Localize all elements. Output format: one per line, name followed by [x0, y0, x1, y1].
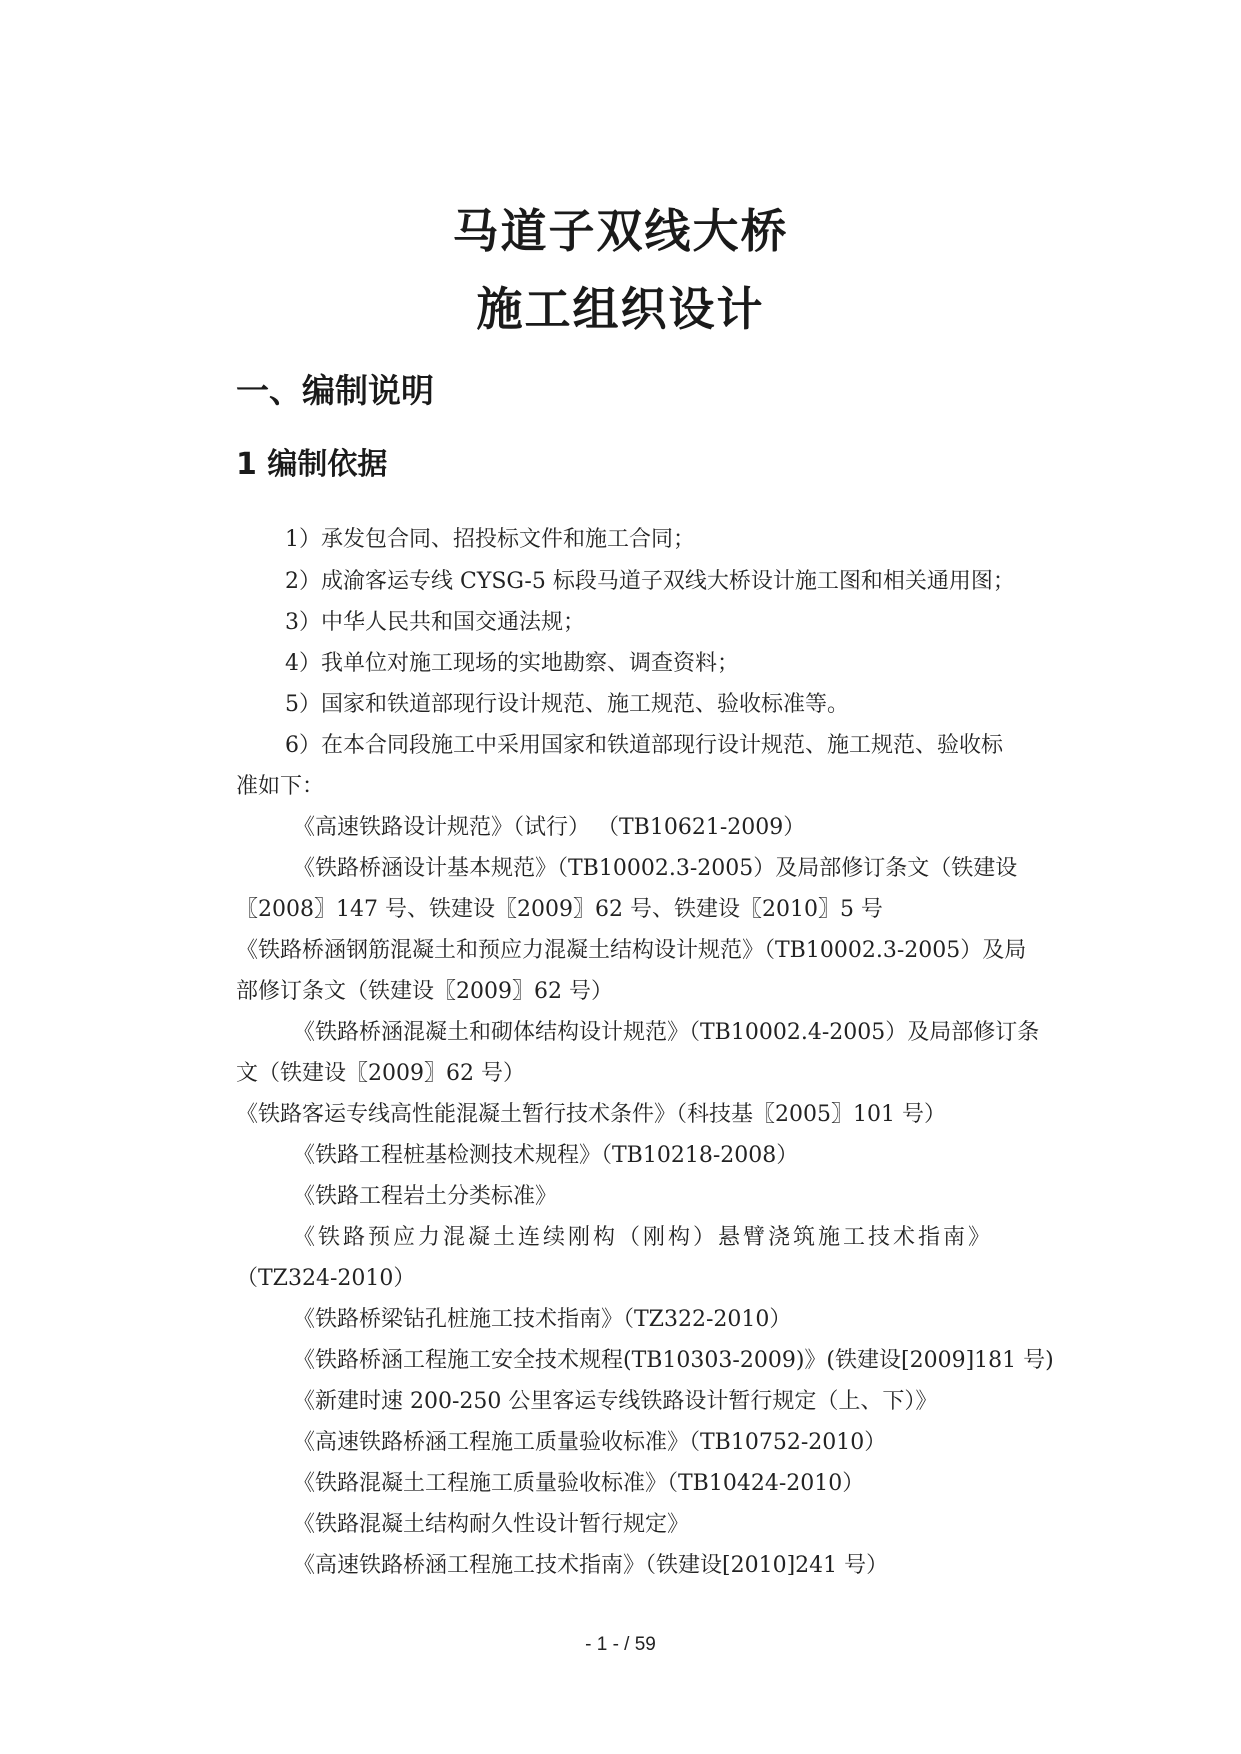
standard-item-continuation: （TZ324-2010）: [236, 1266, 416, 1291]
standard-item: 《高速铁路桥涵工程施工技术指南》（铁建设[2010]241 号）: [293, 1553, 889, 1578]
standard-item: 《高速铁路桥涵工程施工质量验收标准》（TB10752-2010）: [293, 1430, 887, 1455]
standard-item: 《铁路工程桩基检测技术规程》（TB10218-2008）: [293, 1143, 799, 1168]
page-number: - 1 - / 59: [585, 1634, 656, 1655]
standard-item: 《铁路桥涵工程施工安全技术规程(TB10303-2009)》(铁建设[2009]181 号): [293, 1348, 1054, 1373]
document-title-line2: 施工组织设计: [476, 282, 765, 336]
list-item: 4）我单位对施工现场的实地勘察、调查资料；: [285, 651, 739, 676]
standard-item: 《铁路桥涵混凝土和砌体结构设计规范》（TB10002.4-2005）及局部修订条: [293, 1020, 1040, 1045]
standard-item-continuation: 部修订条文（铁建设〖2009〗62 号）: [236, 979, 613, 1004]
subsection-heading: 1 编制依据: [236, 447, 388, 482]
list-item: 2）成渝客运专线 CYSG-5 标段马道子双线大桥设计施工图和相关通用图；: [285, 569, 1015, 594]
list-item: 5）国家和铁道部现行设计规范、施工规范、验收标准等。: [285, 692, 849, 717]
standard-item: 《铁路工程岩土分类标准》: [293, 1184, 558, 1209]
standard-item: 《铁路混凝土结构耐久性设计暂行规定》: [293, 1512, 690, 1537]
standard-item: 《铁路桥梁钻孔桩施工技术指南》（TZ322-2010）: [293, 1307, 792, 1332]
standard-item: 《铁路桥涵钢筋混凝土和预应力混凝土结构设计规范》（TB10002.3-2005）及局: [236, 938, 1027, 963]
standard-item: 《铁路客运专线高性能混凝土暂行技术条件》（科技基〖2005〗101 号）: [236, 1102, 946, 1127]
list-item: 3）中华人民共和国交通法规；: [285, 610, 585, 635]
standard-item: 《新建时速 200-250 公里客运专线铁路设计暂行规定（上、下）》: [293, 1389, 938, 1414]
standard-item: 《高速铁路设计规范》（试行） （TB10621-2009）: [293, 815, 806, 840]
list-item: 1）承发包合同、招投标文件和施工合同；: [285, 527, 695, 552]
section-heading: 一、编制说明: [236, 371, 434, 410]
standard-item: 《铁路桥涵设计基本规范》（TB10002.3-2005）及局部修订条文（铁建设: [293, 856, 1018, 881]
standard-item-continuation: 文（铁建设〖2009〗62 号）: [236, 1061, 525, 1086]
standard-item: 《铁路混凝土工程施工质量验收标准》（TB10424-2010）: [293, 1471, 865, 1496]
standard-item-continuation: 〖2008〗147 号、铁建设〖2009〗62 号、铁建设〖2010〗5 号: [236, 897, 883, 922]
document-title-line1: 马道子双线大桥: [452, 204, 789, 258]
list-item: 6）在本合同段施工中采用国家和铁道部现行设计规范、施工规范、验收标: [285, 733, 1003, 758]
standard-item: 《铁路预应力混凝土连续刚构（刚构）悬臂浇筑施工技术指南》: [293, 1225, 994, 1250]
list-item-continuation: 准如下：: [236, 774, 325, 799]
